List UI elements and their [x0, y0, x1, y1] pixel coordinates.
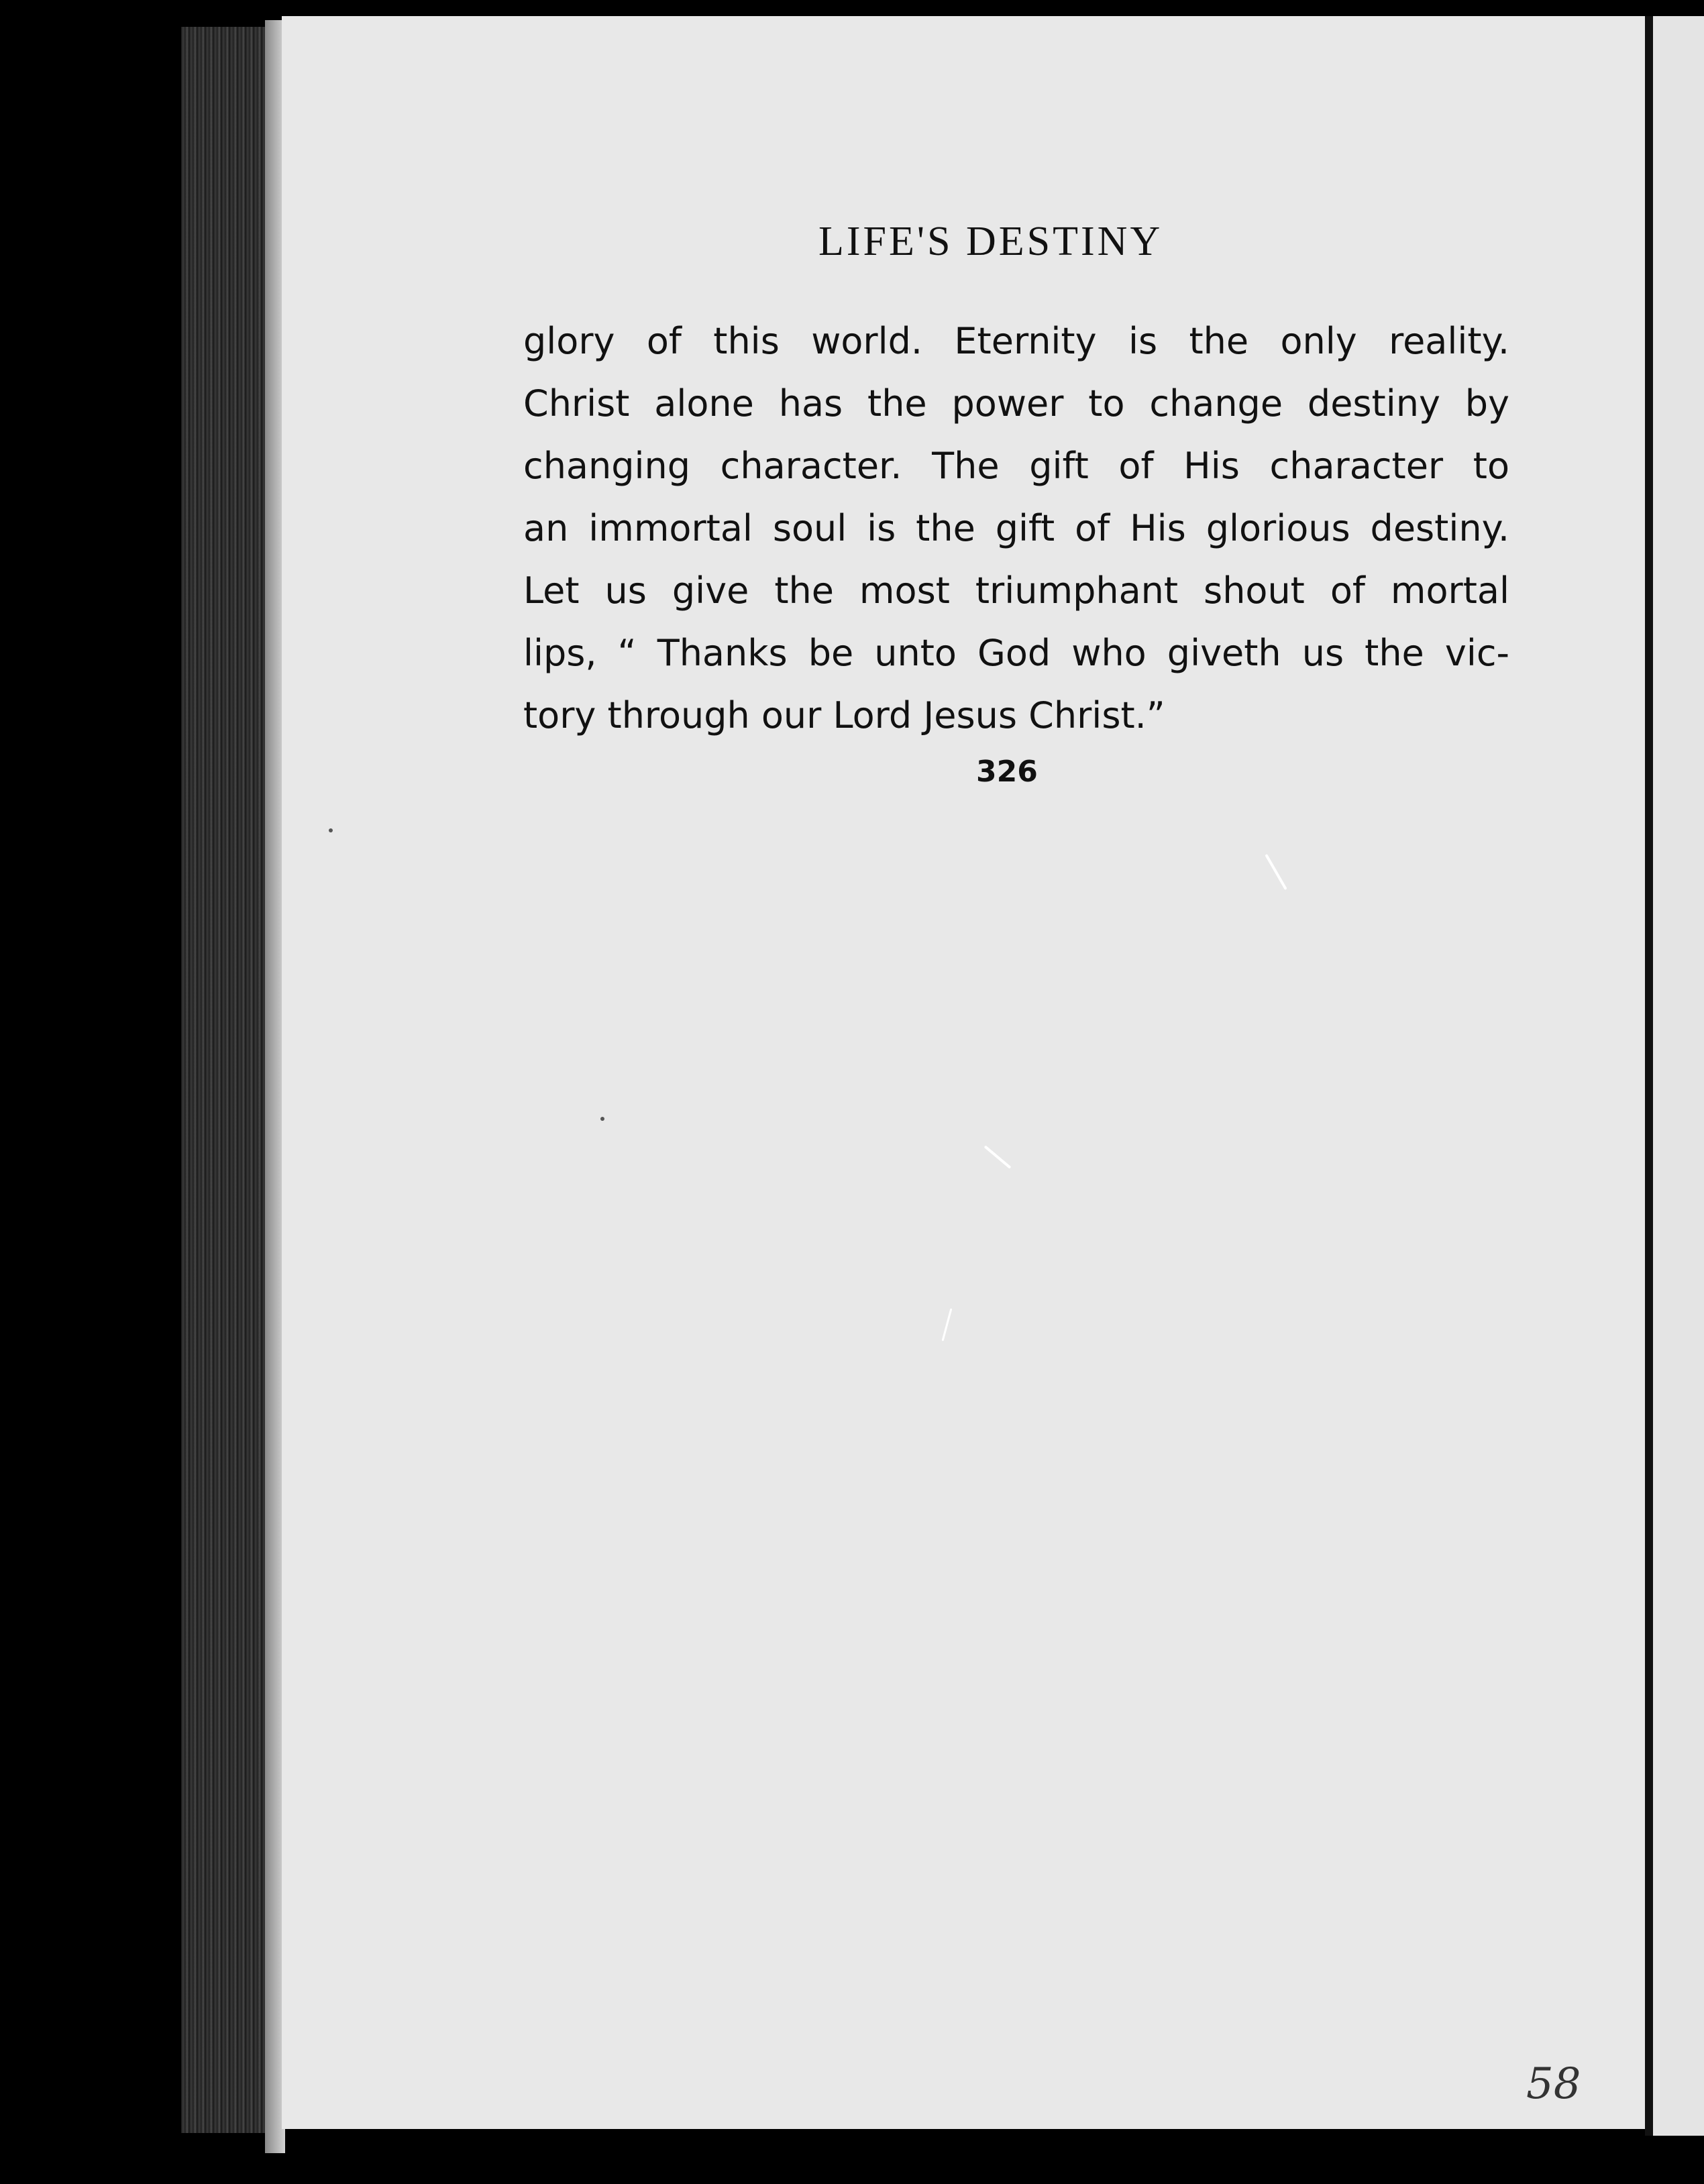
binding-gap [1645, 16, 1653, 2136]
facing-page-edge [1653, 16, 1704, 2136]
text-line: glory of this world. Eternity is the only reality. [523, 320, 1509, 362]
body-paragraph [523, 310, 1509, 747]
text-line: Christ alone has the power to change destiny by [523, 382, 1509, 425]
dust-speck [329, 828, 333, 832]
text-line: an immortal soul is the gift of His glorious destiny. [523, 507, 1509, 549]
page-number: 326 [976, 755, 1038, 789]
dust-speck [600, 1117, 604, 1121]
handwritten-margin-note: 58 [1526, 2059, 1581, 2109]
text-line: Let us give the most triumphant shout of mortal [523, 569, 1509, 612]
book-page-edges [181, 27, 275, 2133]
text-line: tory through our Lord Jesus Christ.” [523, 694, 1165, 736]
text-line: changing character. The gift of His character to [523, 445, 1509, 487]
running-head: LIFE'S DESTINY [818, 219, 1163, 264]
text-line: lips, “ Thanks be unto God who giveth us the vic- [523, 632, 1509, 674]
